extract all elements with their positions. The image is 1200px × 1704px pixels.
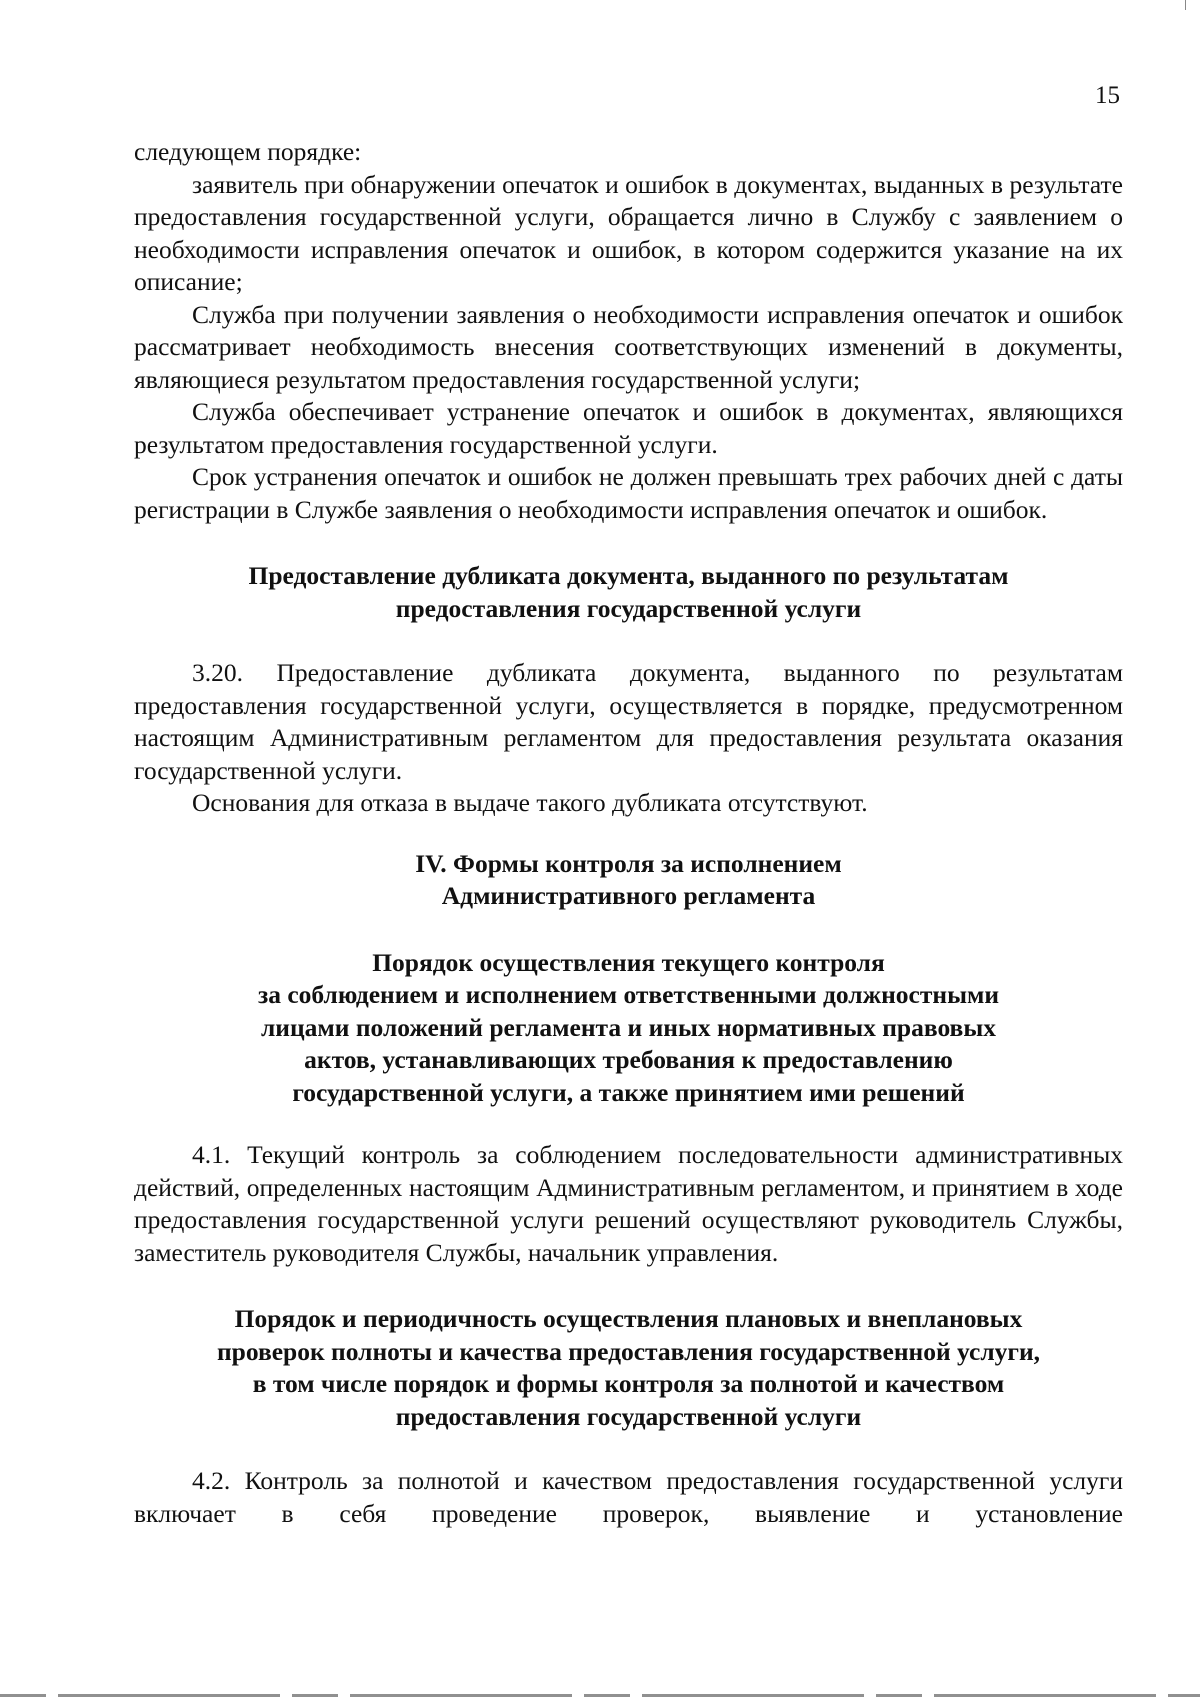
heading-inspections <box>134 1303 1123 1433</box>
heading-line: предоставления государственной услуги <box>395 1401 862 1431</box>
paragraph-service-review: Служба при получении заявления о необходимости исправления опечаток и ошибок рассматривает необходимость внесения соответствующих изменений в документы, являющиеся результатом предоставления государственной услуги; <box>134 299 1123 394</box>
heading-line: государственной услуги, а также принятием ими решений <box>292 1077 965 1107</box>
page-number: 15 <box>1095 82 1120 109</box>
paragraph-correction-deadline: Срок устранения опечаток и ошибок не должен превышать трех рабочих дней с даты регистрации в Службе заявления о необходимости исправления опечаток и ошибок. <box>134 462 1123 524</box>
scan-bottom-edge <box>0 1694 1200 1697</box>
document-body <box>134 136 1123 1530</box>
paragraph-applicant: заявитель при обнаружении опечаток и ошибок в документах, выданных в результате предоставления государственной услуги, обращается лично в Службу с заявлением о необходимости исправления опечаток и ошибок, в котором содержится указание на их описание; <box>134 169 1123 296</box>
scan-edge-mark <box>1185 0 1186 10</box>
paragraph-grounds: Основания для отказа в выдаче такого дубликата отсутствуют. <box>192 788 868 817</box>
heading-line: Предоставление дубликата документа, выданного по результатам <box>248 561 1009 590</box>
paragraph-4-1: 4.1. Текущий контроль за соблюдением последовательности административных действий, определенных настоящим Административным регламентом, и принятием в ходе предоставления государственной услуги решений осуществляют руководитель Службы, заместитель руководителя Службы, начальник управления. <box>134 1140 1123 1267</box>
heading-line: Административного регламента <box>441 881 816 910</box>
paragraph-continuation: следующем порядке: <box>134 137 362 166</box>
heading-line: лицами положений регламента и иных нормативных правовых <box>260 1012 996 1042</box>
heading-line: Порядок осуществления текущего контроля <box>372 947 885 977</box>
heading-line: Порядок и периодичность осуществления плановых и внеплановых <box>234 1304 1023 1333</box>
heading-duplicate <box>134 560 1123 625</box>
paragraph-4-2: 4.2. Контроль за полнотой и качеством предоставления государственной услуги включает в себя проведение проверок, выявление и установление <box>134 1466 1123 1528</box>
paragraph-service-correction: Служба обеспечивает устранение опечаток и ошибок в документах, являющихся результатом предоставления государственной услуги. <box>134 397 1123 459</box>
heading-line: за соблюдением и исполнением ответственными должностными <box>257 980 1000 1009</box>
heading-line: актов, устанавливающих требования к предоставлению <box>304 1045 953 1074</box>
heading-line: IV. Формы контроля за исполнением <box>415 848 842 878</box>
paragraph-3-20: 3.20. Предоставление дубликата документа, выданного по результатам предоставления государственной услуги, осуществляется в порядке, предусмотренном настоящим Административным регламентом для предоставления результата оказания государственной услуги. <box>134 658 1123 785</box>
heading-current-control <box>134 947 1123 1110</box>
heading-section-iv <box>134 848 1123 913</box>
heading-line: проверок полноты и качества предоставления государственной услуги, <box>216 1336 1041 1366</box>
heading-line: предоставления государственной услуги <box>395 593 862 623</box>
heading-line: в том числе порядок и формы контроля за полнотой и качеством <box>252 1369 1005 1398</box>
